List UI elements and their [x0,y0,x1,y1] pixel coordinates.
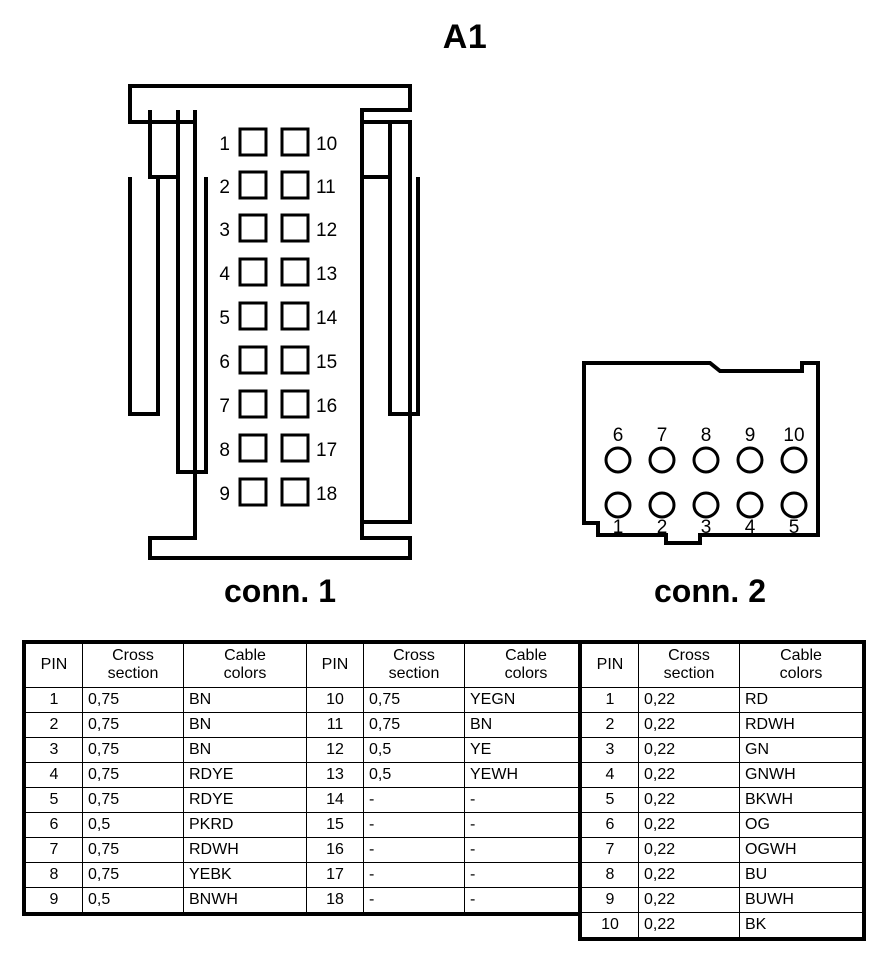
table-row [582,712,863,737]
cell-pin: 9 [582,887,639,912]
cell-pin: 1 [582,687,639,712]
header-cable-colors-line1: Cable [780,647,822,664]
conn1-pin-label-7: 7 [219,396,230,417]
cell-cable-colors-2: YEWH [465,762,588,787]
cell-cross-section: 0,75 [83,737,184,762]
conn2-pin-label-5: 5 [788,517,800,538]
header-cross-section-line2: section [663,665,715,683]
cell-cross-section: 0,75 [83,837,184,862]
cell-pin: 7 [26,837,83,862]
cell-pin: 6 [26,812,83,837]
cell-cross-section-2: - [364,862,465,887]
cell-pin: 5 [582,787,639,812]
cell-cross-section-2: 0,5 [364,762,465,787]
header-cable-colors-right [465,644,588,688]
cell-cable-colors-2: - [465,787,588,812]
cell-pin: 7 [582,837,639,862]
table-row [26,837,588,862]
cell-cable-colors-2: - [465,812,588,837]
cell-pin: 8 [26,862,83,887]
cell-pin: 3 [26,737,83,762]
header-cable-colors-line2: colors [779,665,823,683]
conn1-pin-label-4: 4 [219,264,230,285]
table-row [582,912,863,937]
cell-cross-section-2: - [364,787,465,812]
table-header-row [582,644,863,688]
connector-2-table [581,643,863,938]
cell-cross-section: 0,75 [83,712,184,737]
table-row [26,687,588,712]
conn1-pin-label-12: 12 [316,220,338,241]
conn1-pin-label-13: 13 [316,264,338,285]
cell-cable-colors: BU [740,862,863,887]
table-row [582,787,863,812]
table-row [582,862,863,887]
cell-cross-section-2: 0,75 [364,687,465,712]
conn2-pin-label-4: 4 [744,517,756,538]
cell-cross-section: 0,22 [639,762,740,787]
conn1-pin-label-18: 18 [316,484,338,505]
cell-pin: 6 [582,812,639,837]
header-cross-section-left [83,644,184,688]
table-row [26,787,588,812]
header-cable-colors-line2: colors [504,665,548,683]
cell-pin-2: 17 [307,862,364,887]
cell-cable-colors: BK [740,912,863,937]
header-cable-colors-line1: Cable [224,647,266,664]
conn2-pin-label-7: 7 [656,425,668,446]
cell-cable-colors: PKRD [184,812,307,837]
table-row [582,687,863,712]
cell-pin-2: 12 [307,737,364,762]
cell-cable-colors-2: - [465,837,588,862]
cell-cable-colors-2: YE [465,737,588,762]
conn2-pin-label-9: 9 [744,425,756,446]
page-title [0,18,880,57]
header-cross-section-right [364,644,465,688]
cell-pin-2: 15 [307,812,364,837]
conn2-pin-label-2: 2 [656,517,668,538]
conn1-pin-label-5: 5 [219,308,230,329]
cell-pin-2: 14 [307,787,364,812]
cell-pin-2: 18 [307,887,364,912]
cell-cross-section-2: - [364,887,465,912]
conn1-pin-label-11: 11 [316,177,336,198]
header-pin: PIN [582,644,639,688]
header-cross-section-line2: section [388,665,440,683]
conn1-pin-label-6: 6 [219,352,230,373]
cell-cable-colors: GN [740,737,863,762]
cell-cross-section: 0,75 [83,787,184,812]
cell-cross-section: 0,22 [639,837,740,862]
page-title-text: A1 [442,18,488,56]
cell-pin: 2 [582,712,639,737]
cell-cable-colors: GNWH [740,762,863,787]
cell-cross-section: 0,22 [639,862,740,887]
cell-cable-colors: BN [184,712,307,737]
header-cross-section [639,644,740,688]
header-cable-colors [740,644,863,688]
cell-pin: 10 [582,912,639,937]
conn1-pin-label-16: 16 [316,396,338,417]
cell-pin-2: 16 [307,837,364,862]
cell-cross-section: 0,22 [639,787,740,812]
cell-cable-colors: BN [184,687,307,712]
cell-cable-colors-2: - [465,887,588,912]
header-cross-section-line2: section [107,665,159,683]
cell-cable-colors: RD [740,687,863,712]
cell-cross-section: 0,22 [639,712,740,737]
cell-cable-colors: OG [740,812,863,837]
cell-cross-section: 0,22 [639,912,740,937]
table-row [582,737,863,762]
table-row [26,712,588,737]
cell-cross-section: 0,5 [83,812,184,837]
cell-cross-section-2: 0,5 [364,737,465,762]
cell-cable-colors: RDWH [740,712,863,737]
cell-cable-colors-2: YEGN [465,687,588,712]
table-row [26,762,588,787]
table-row [582,837,863,862]
cell-cross-section-2: 0,75 [364,712,465,737]
conn2-pin-label-1: 1 [612,517,624,538]
cell-pin: 9 [26,887,83,912]
cell-pin: 1 [26,687,83,712]
cell-cable-colors: RDYE [184,762,307,787]
cell-pin: 4 [582,762,639,787]
cell-cable-colors: BN [184,737,307,762]
connector-1-table-wrapper [22,640,591,916]
conn2-pin-label-10: 10 [783,425,805,446]
cell-pin-2: 10 [307,687,364,712]
header-cable-colors-line1: Cable [505,647,547,664]
header-cable-colors-line2: colors [223,665,267,683]
cell-pin: 8 [582,862,639,887]
cell-cross-section: 0,75 [83,762,184,787]
connector-1-caption: conn. 1 [223,573,336,609]
table-row [26,737,588,762]
connector-2-caption: conn. 2 [653,573,766,609]
cell-cross-section: 0,5 [83,887,184,912]
conn1-pin-label-10: 10 [316,134,338,155]
cell-cable-colors: BKWH [740,787,863,812]
cell-pin: 5 [26,787,83,812]
conn1-pin-label-17: 17 [316,440,338,461]
cell-pin: 3 [582,737,639,762]
conn2-pin-label-6: 6 [612,425,624,446]
conn2-pin-label-3: 3 [700,517,712,538]
conn1-pin-label-8: 8 [219,440,230,461]
cell-cross-section: 0,22 [639,687,740,712]
table-row [26,887,588,912]
conn1-pin-label-9: 9 [219,484,230,505]
table-row [582,812,863,837]
header-pin-left: PIN [26,644,83,688]
header-cross-section-line1: Cross [393,647,435,664]
cell-cable-colors: YEBK [184,862,307,887]
connector-2-table-wrapper [578,640,866,941]
conn1-pin-label-2: 2 [219,177,230,198]
cell-cable-colors: RDYE [184,787,307,812]
conn1-pin-label-3: 3 [219,220,230,241]
cell-cable-colors: BNWH [184,887,307,912]
cell-pin-2: 11 [307,712,364,737]
cell-cable-colors: RDWH [184,837,307,862]
header-cable-colors-left [184,644,307,688]
cell-cable-colors: BUWH [740,887,863,912]
table-row [582,762,863,787]
header-cross-section-line1: Cross [112,647,154,664]
connector-1-table [25,643,588,913]
cell-cross-section-2: - [364,837,465,862]
conn1-pin-label-15: 15 [316,352,338,373]
conn1-pin-label-14: 14 [316,308,338,329]
cell-cross-section: 0,75 [83,687,184,712]
cell-cross-section: 0,22 [639,887,740,912]
conn1-pin-label-1: 1 [219,134,230,155]
cell-cable-colors-2: BN [465,712,588,737]
cell-cable-colors-2: - [465,862,588,887]
cell-pin-2: 13 [307,762,364,787]
table-row [26,862,588,887]
cell-cross-section: 0,22 [639,812,740,837]
cell-pin: 2 [26,712,83,737]
table-row [26,812,588,837]
cell-pin: 4 [26,762,83,787]
cell-cross-section-2: - [364,812,465,837]
header-cross-section-line1: Cross [668,647,710,664]
cell-cable-colors: OGWH [740,837,863,862]
conn2-pin-label-8: 8 [700,425,712,446]
table-row [582,887,863,912]
connector-2-drawing [570,355,850,555]
connector-1-drawing [100,72,460,562]
table-header-row [26,644,588,688]
cell-cross-section: 0,75 [83,862,184,887]
header-pin-right: PIN [307,644,364,688]
cell-cross-section: 0,22 [639,737,740,762]
